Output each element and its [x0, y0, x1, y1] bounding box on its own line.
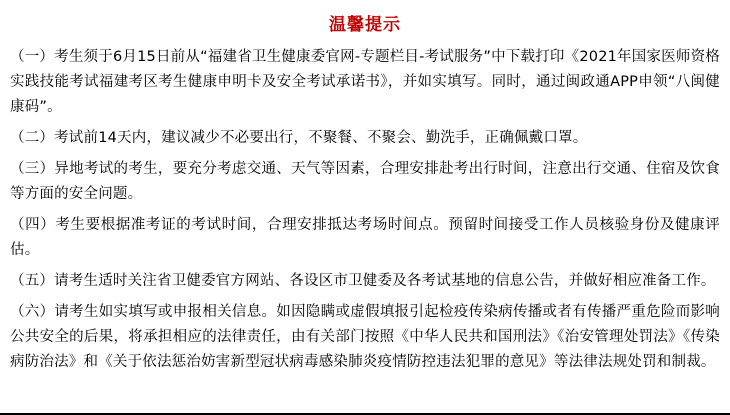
- paragraph-5: （五）请考生适时关注省卫健委官方网站、各设区市卫健委及各考试基地的信息公告，并做好相应准备工作。: [10, 273, 716, 289]
- paragraph-2: （二）考试前14天内，建议减少不必要出行，不聚餐、不聚会、勤洗手，正确佩戴口罩。: [10, 130, 588, 146]
- paragraph-1: （一）考生须于6月15日前从“福建省卫生健康委官网-专题栏目-考试服务”中下载打印《2021年国家医师资格实践技能考试福建考区考生健康申明卡及安全考试承诺书》，并如实填写。同时，通过闽政通APP申领“八闽健康码”。: [10, 49, 720, 115]
- page-title: 温馨提示: [329, 15, 401, 35]
- paragraph-3: （三）异地考试的考生，要充分考虑交通、天气等因素，合理安排赴考出行时间，注意出行交通、住宿及饮食等方面的安全问题。: [10, 161, 720, 202]
- paragraph-4: （四）考生要根据准考证的考试时间，合理安排抵达考场时间点。预留时间接受工作人员核验身份及健康评估。: [10, 217, 720, 258]
- paragraph-6: （六）请考生如实填写或申报相关信息。如因隐瞒或虚假填报引起检疫传染病传播或者有传播严重危险而影响公共安全的后果，将承担相应的法律责任，由有关部门按照《中华人民共和国刑法》《治安管理处罚法》《传染病防治法》和《关于依法惩治妨害新型冠状病毒感染肺炎疫情防控违法犯罪的意见》等法律法规处罚和制裁。: [10, 304, 720, 370]
